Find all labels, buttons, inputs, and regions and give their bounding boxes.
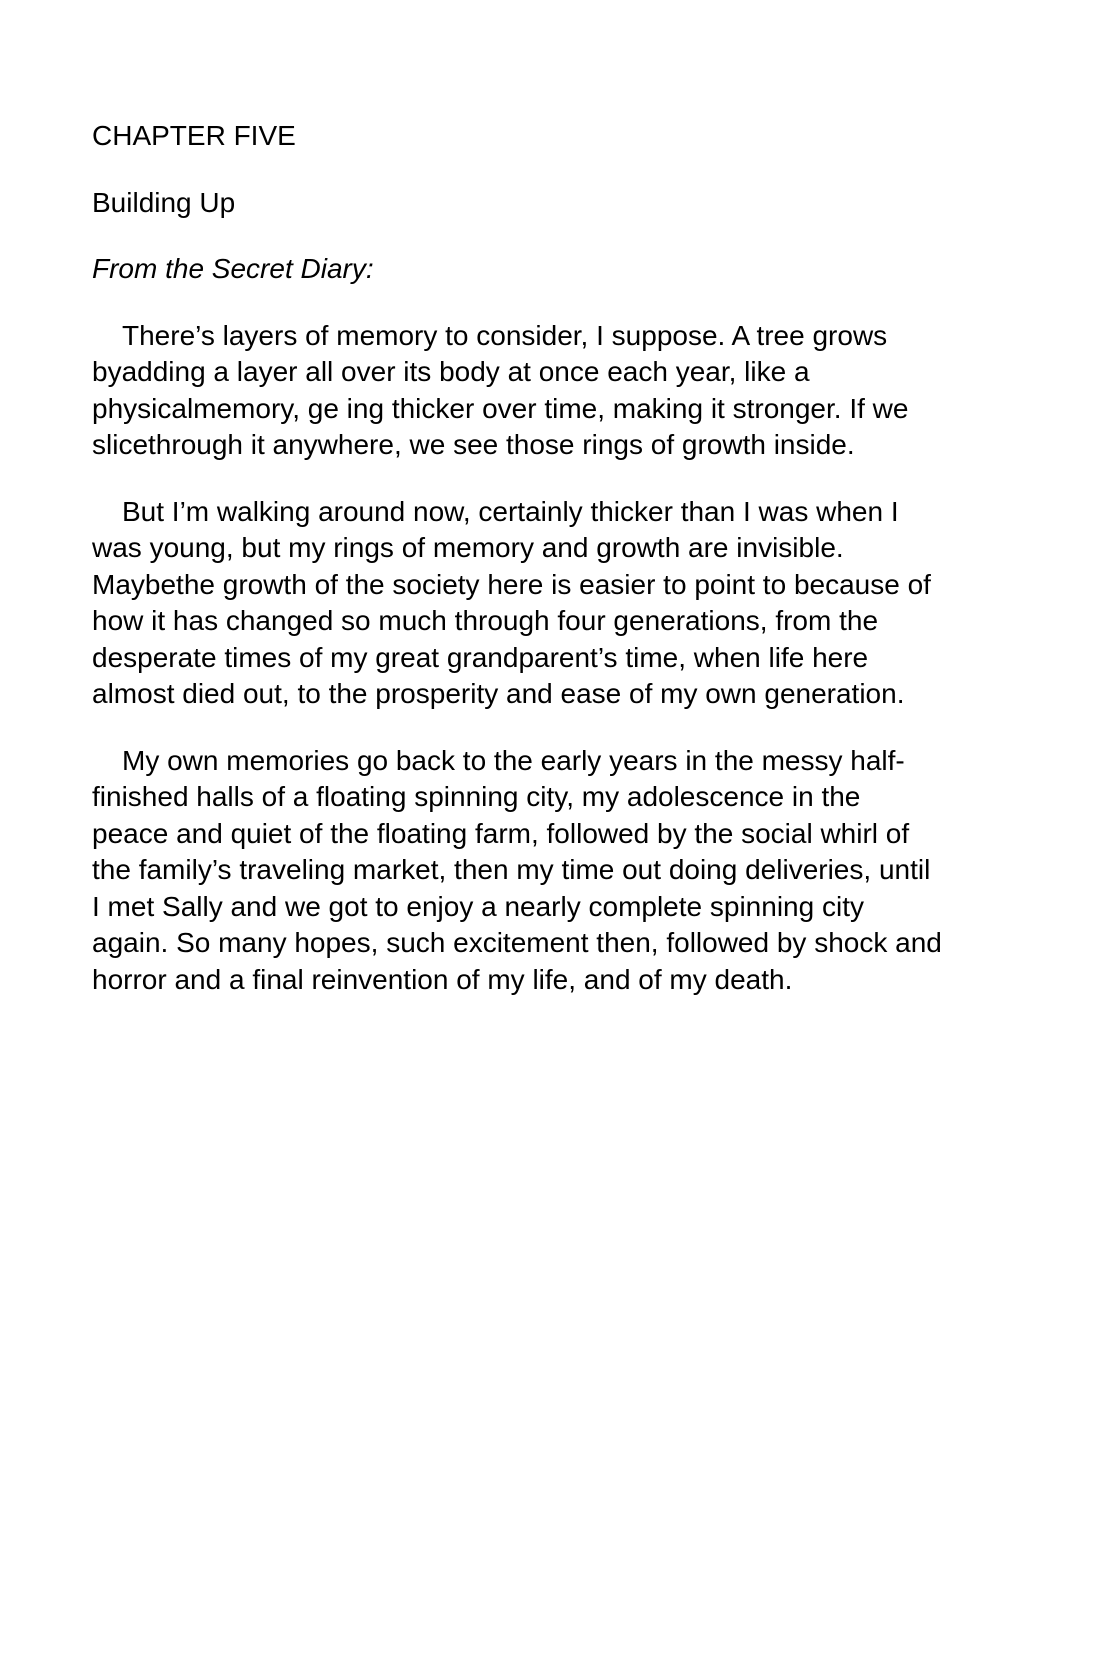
paragraph-line: My own memories go back to the early years in the messy half- (122, 744, 905, 776)
paragraph (92, 494, 1022, 713)
paragraph (92, 743, 1022, 999)
diary-heading: From the Secret Diary: (92, 253, 374, 284)
paragraph-line: was young, but my rings of memory and growth are invisible. (92, 532, 844, 563)
chapter-title: CHAPTER FIVE (92, 120, 296, 151)
paragraph-line: desperate times of my great grandparent’s time, when life here (92, 641, 869, 673)
paragraph-line: But I’m walking around now, certainly thicker than I was when I (122, 495, 899, 527)
paragraph-line: Maybethe growth of the society here is easier to point to because of (92, 568, 931, 600)
paragraph-line: slicethrough it anywhere, we see those rings of growth inside. (92, 429, 855, 460)
paragraph-line: the family’s traveling market, then my time out doing deliveries, until (92, 854, 931, 885)
paragraph (92, 318, 1022, 464)
paragraph-line: physicalmemory, ge ing thicker over time, making it stronger. If we (92, 392, 909, 424)
paragraph-line: horror and a final reinvention of my life, and of my death. (92, 963, 793, 995)
paragraph-line: almost died out, to the prosperity and ease of my own generation. (92, 678, 905, 709)
paragraph-line: again. So many hopes, such excitement then, followed by shock and (92, 927, 942, 958)
chapter-subtitle: Building Up (92, 186, 236, 218)
paragraph-line: There’s layers of memory to consider, I suppose. A tree grows (122, 319, 888, 351)
paragraph-line: how it has changed so much through four generations, from the (92, 605, 879, 636)
paragraph-line: byadding a layer all over its body at once each year, like a (92, 356, 810, 387)
document-page (92, 118, 1022, 1028)
paragraph-line: finished halls of a floating spinning city, my adolescence in the (92, 781, 861, 812)
paragraph-line: I met Sally and we got to enjoy a nearly complete spinning city (92, 890, 864, 922)
paragraph-line: peace and quiet of the floating farm, followed by the social whirl of (92, 817, 910, 849)
